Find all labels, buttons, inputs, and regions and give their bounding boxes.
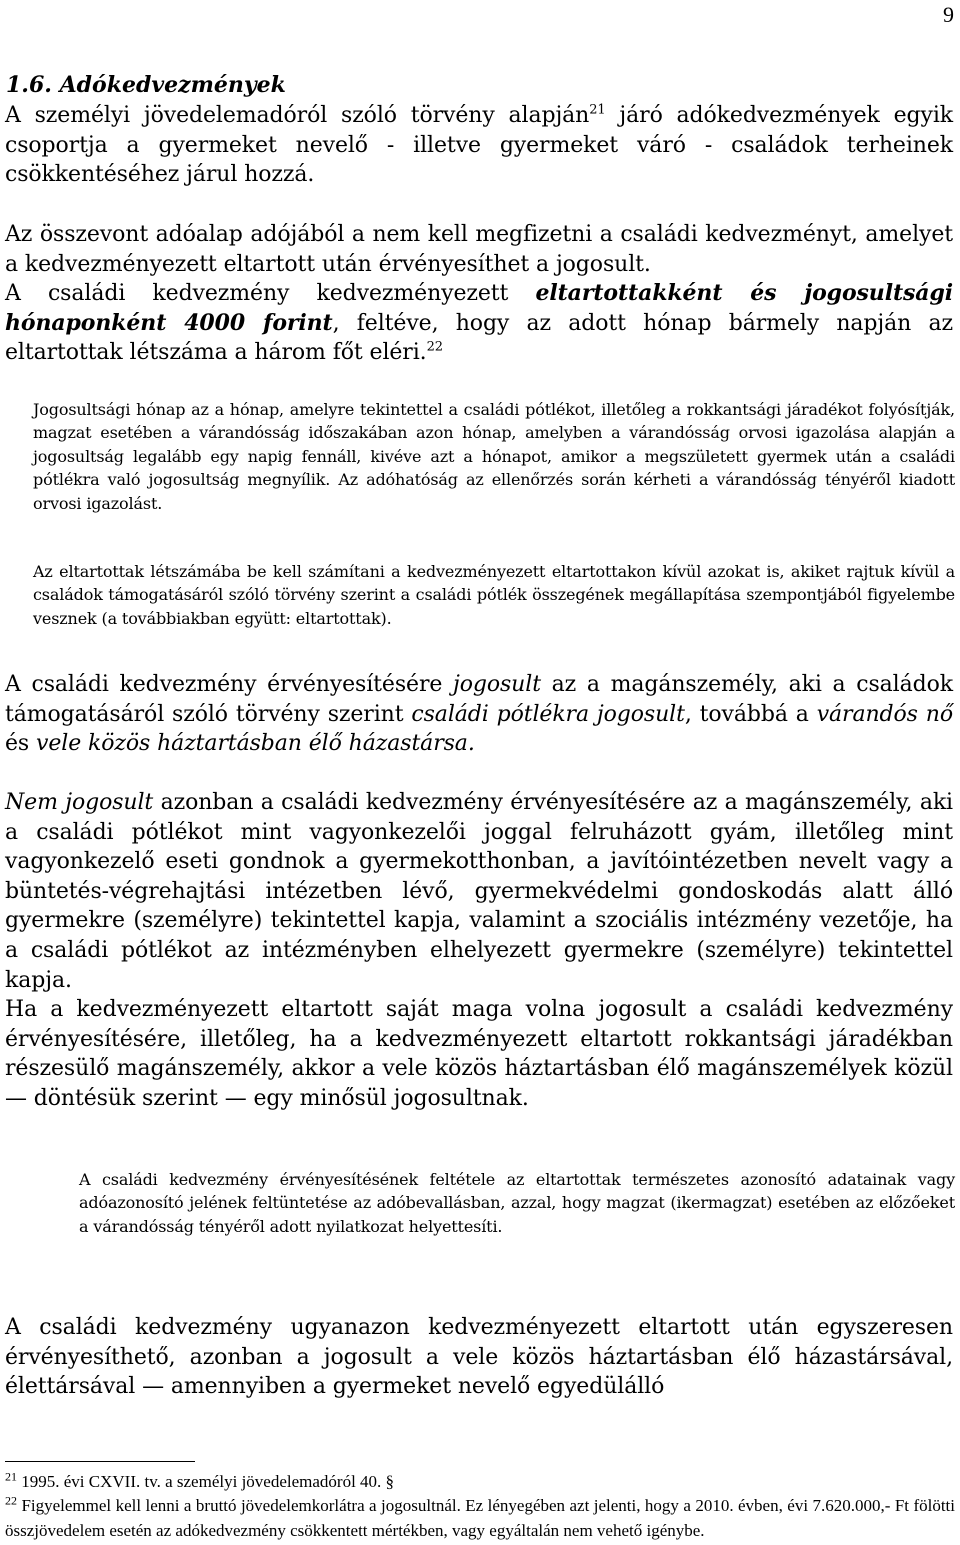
section-heading: 1.6. Adókedvezmények: [6, 72, 286, 98]
page-number: 9: [943, 2, 954, 27]
paragraph-tax-base: Az összevont adóalap adójából a nem kell megfizetni a családi kedvezményt, amelyet a kedvezményezett eltartott után érvényesíthet a jogosult.: [5, 222, 953, 277]
footnote-21: $^{21}$ 1995. évi CXVII. tv. a személyi jövedelemadóról 40. §: [5, 1469, 395, 1491]
footnote-ref-21[interactable]: 21: [589, 102, 606, 118]
note-dependants-count: Az eltartottak létszámába be kell számítani a kedvezményezett eltartottakon kívül azokat is, akiket rajtuk kívül a családok támogatásáról szóló törvény szerint a családi pótlék összegének megállapítása szempontjából figyelembe vesznek (a továbbiakban együtt: eltartottak).: [33, 562, 955, 628]
footnote-separator: [5, 1461, 195, 1462]
note-condition: A családi kedvezmény érvényesítésének feltétele az eltartottak természetes azonosító adatainak vagy adóazonosító jelének feltüntetése az adóbevallásban, azzal, hogy magzat (ikermagzat) esetében az előzőeket a várandósság tényéről adott nyilatkozat helyettesíti.: [79, 1170, 955, 1236]
footnote-ref-22[interactable]: 22: [426, 339, 443, 355]
paragraph-amount: A családi kedvezmény kedvezményezett eltartottakként és jogosultsági hónaponként 4000 forint, feltéve, hogy az adott hónap bármely napján az eltartottak létszáma a három főt eléri.$^{22}$: [5, 280, 954, 365]
paragraph-intro: A személyi jövedelemadóról szóló törvény alapján$^{21}$ járó adókedvezmények egyik csoportja a gyermeket nevelő - illetve gyermeket váró - családok terheinek csökkentéséhez járul hozzá.: [5, 102, 953, 187]
footnote-22: $^{22}$ Figyelemmel kell lenni a bruttó jövedelemkorlátra a jogosultnál. Ez lényegében azt jelenti, hogy a 2010. évben, évi 7.620.000,- Ft fölötti összjövedelem esetén az adókedvezmény csökkentett mértékben, vagy egyáltalán nem vehető igénybe.: [5, 1493, 955, 1540]
paragraph-entitled: A családi kedvezmény érvényesítésére jogosult az a magánszemély, aki a családok támogatásáról szóló törvény szerint családi pótlékra jogosult, továbbá a várandós nő és vele közös háztartásban élő házastársa.: [5, 672, 953, 757]
paragraph-own-entitlement: Ha a kedvezményezett eltartott saját maga volna jogosult a családi kedvezmény érvényesítésére, illetőleg, ha a kedvezményezett eltartott rokkantsági járadékban részesülő magánszemély, akkor a vele közös háztartásban élő magánszemélyek közül — döntésük szerint — egy minősül jogosultnak.: [5, 997, 953, 1111]
note-eligibility-month: Jogosultsági hónap az a hónap, amelyre tekintettel a családi pótlékot, illetőleg a rokkantsági járadékot folyósítják, magzat esetében a várandósság időszakában azon hónap, amelyben a várandósság orvosi igazolása alapján a jogosultság legalább egy napig fennáll, kivéve azt a hónapot, amikor a megszületett gyermek után a családi pótlékra való jogosultság megnyílik. Az adóhatóság az ellenőrzés során kérheti a várandósság tényéről kiadott orvosi igazolást.: [33, 400, 955, 513]
paragraph-once: A családi kedvezmény ugyanazon kedvezményezett eltartott után egyszeresen érvényesíthető, azonban a jogosult a vele közös háztartásban élő házastársával, élettársával — amennyiben a gyermeket nevelő egyedülálló: [5, 1315, 953, 1400]
paragraph-not-entitled: Nem jogosult azonban a családi kedvezmény érvényesítésére az a magánszemély, aki a családi pótlékot mint vagyonkezelői joggal felruházott gyám, illetőleg mint vagyonkezelő eseti gondnok a gyermekotthonban, a javítóintézetben nevelt vagy a büntetés-végrehajtási intézetben lévő, gyermekvédelmi gondoskodás alatt álló gyermekre (személyre) tekintettel kapja, valamint a szociális intézmény vezetője, ha a családi pótlékot az intézményben elhelyezett gyermekre (személyre) tekintettel kapja.: [5, 790, 953, 993]
